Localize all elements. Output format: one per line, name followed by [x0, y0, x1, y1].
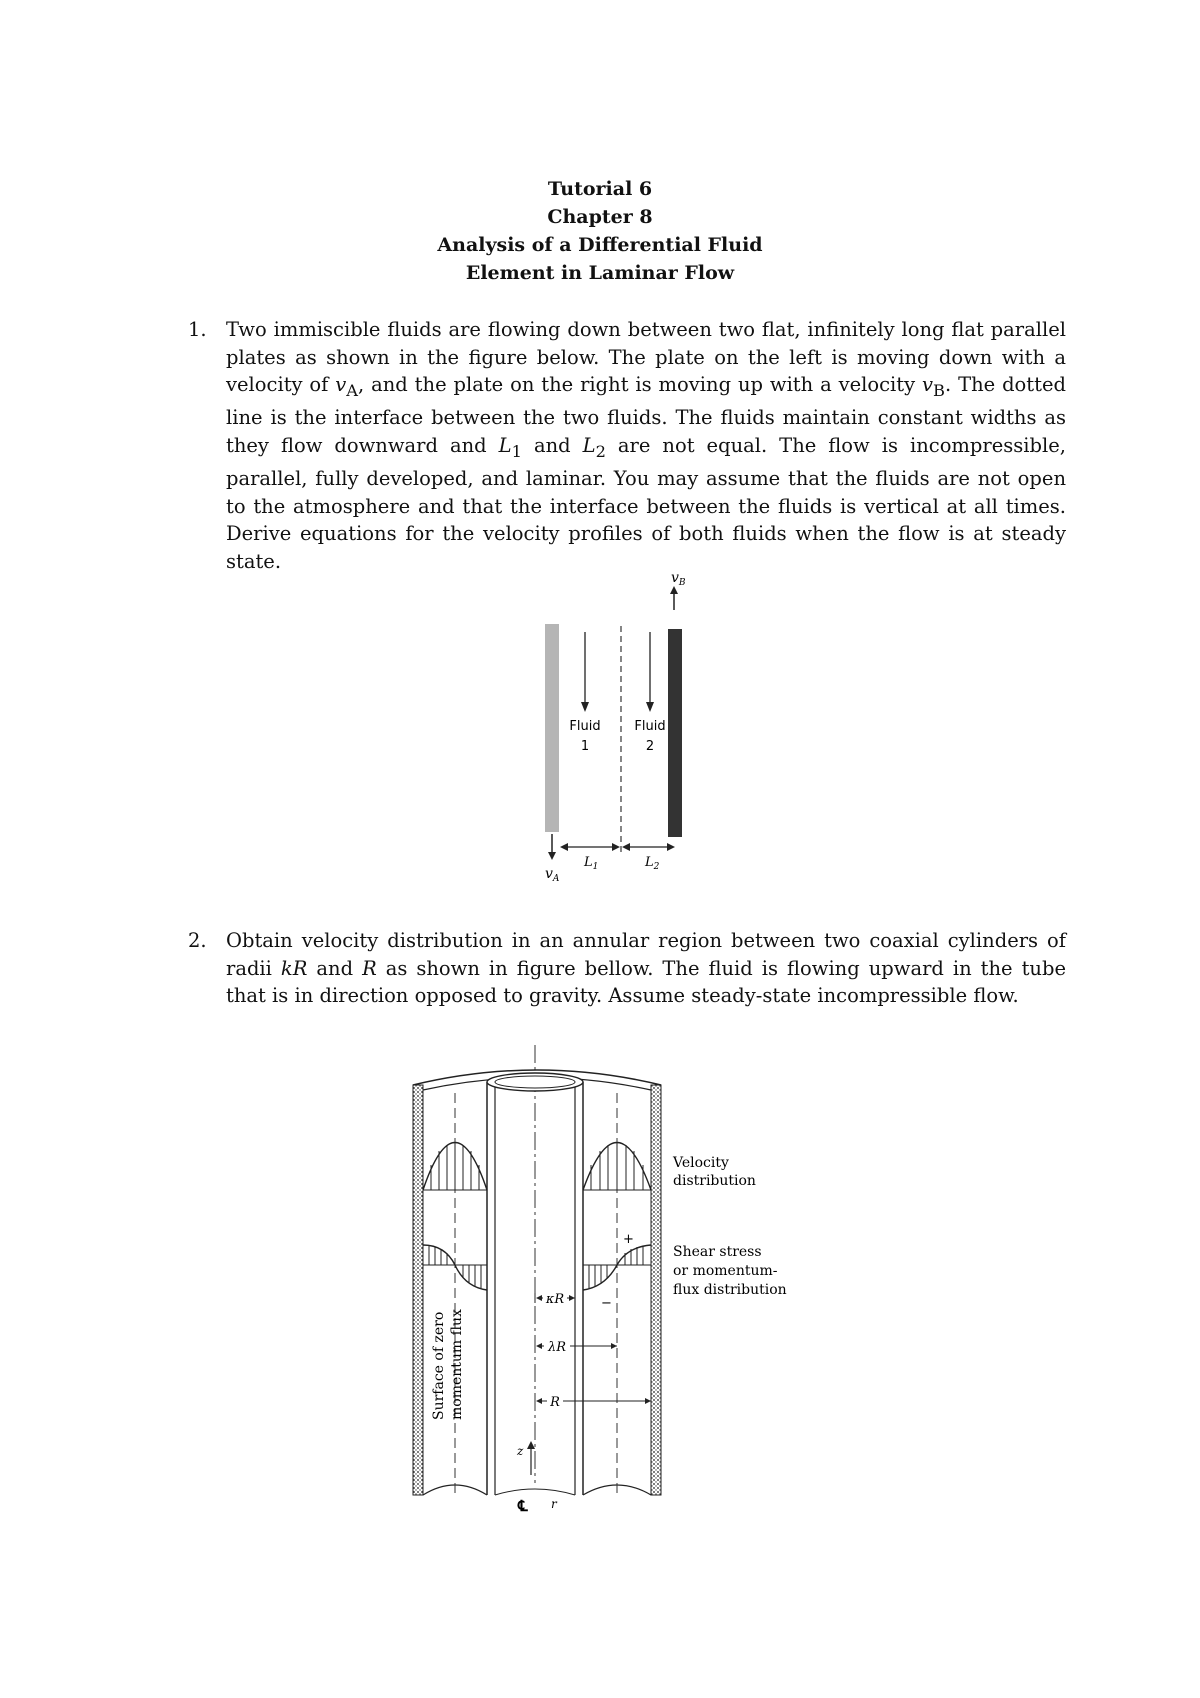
velocity-vectors-left — [431, 1143, 479, 1190]
l1-label: $L_1$ — [584, 855, 599, 872]
fluid-2-label: Fluid — [634, 719, 666, 734]
l1-arrowhead-right — [612, 843, 620, 851]
question-1 — [188, 316, 1066, 575]
velocity-symbol: v — [335, 373, 347, 396]
centerline-symbol: ℄ — [518, 1497, 528, 1515]
bottom-arc-inner — [495, 1489, 575, 1495]
text-segment: and — [307, 956, 363, 980]
minus-sign: − — [601, 1296, 612, 1311]
zero-flux-label-line-2: momentum flux — [449, 1309, 465, 1420]
outer-wall-right — [651, 1085, 661, 1495]
title-line-2: Element in Laminar Flow — [465, 262, 735, 284]
velocity-label-line-2: distribution — [673, 1173, 756, 1189]
l2-arrowhead-right — [667, 843, 675, 851]
velocity-label-line-1: Velocity — [673, 1155, 729, 1171]
question-number: 2. — [188, 929, 207, 952]
parallel-plates-figure — [520, 564, 720, 894]
zero-flux-label-line-1: Surface of zero — [431, 1311, 447, 1420]
text-segment: and — [521, 433, 583, 457]
va-arrowhead — [548, 852, 556, 860]
shear-label-line-2: or momentum- — [673, 1263, 778, 1279]
l2-label: $L_2$ — [645, 855, 660, 872]
kappa-r-label: κR — [545, 1292, 565, 1307]
fluid-1-number: 1 — [580, 739, 590, 754]
outer-radius-symbol: R — [362, 956, 377, 980]
lambda-r-label: λR — [547, 1340, 567, 1355]
question-number: 1. — [188, 318, 207, 341]
velocity-vectors-right — [591, 1143, 643, 1190]
vb-label: $v_B$ — [671, 570, 686, 588]
subscript: 1 — [511, 441, 522, 461]
chapter-number: Chapter 8 — [547, 206, 653, 228]
text-segment: are not equal. The flow is incompressible, parallel, fully developed, and laminar. You may assume that the fluids are not open to the atmosphere and that the interface between the fluids is vertical at all times. Derive equations for the velocity profiles of both fluids when the flow is at steady state. — [226, 433, 1066, 573]
annulus-figure — [405, 1035, 835, 1520]
subscript: 2 — [595, 441, 606, 461]
l2-arrowhead-left — [622, 843, 630, 851]
fluid-1-label: Fluid — [569, 719, 601, 734]
tutorial-number: Tutorial 6 — [547, 178, 653, 200]
text-segment: . The dotted line is the interface between the two fluids. The fluids maintain constant widths as they flow downward and — [226, 373, 1066, 457]
r-axis-label: r — [551, 1497, 557, 1511]
velocity-symbol: v — [922, 373, 934, 396]
length-symbol: L — [582, 433, 596, 457]
title-line-1: Analysis of a Differential Fluid — [437, 234, 763, 256]
z-axis-label: z — [517, 1444, 524, 1458]
right-plate — [668, 629, 682, 837]
text-segment: Obtain velocity distribution in an annular region between two coaxial cylinders of radii — [226, 929, 1066, 980]
text-segment: as shown in figure bellow. The fluid is flowing upward in the tube that is in direction opposed to gravity. Assume steady-state incompressible flow. — [226, 956, 1066, 1007]
fluid-2-arrowhead — [646, 702, 654, 712]
document-header — [0, 175, 1200, 287]
subscript: B — [933, 380, 945, 400]
left-plate — [545, 624, 559, 832]
question-2 — [188, 927, 1066, 1010]
plus-sign: + — [623, 1232, 634, 1247]
fluid-2-number: 2 — [645, 739, 655, 754]
fluid-1-arrowhead — [581, 702, 589, 712]
outer-wall-left — [413, 1085, 423, 1495]
length-symbol: L — [498, 433, 512, 457]
outer-r-label: R — [550, 1395, 560, 1410]
question-text — [226, 927, 1066, 1010]
va-label: $v_A$ — [545, 866, 560, 884]
subscript: A — [346, 380, 359, 400]
vb-arrowhead — [670, 586, 678, 594]
l1-arrowhead-left — [560, 843, 568, 851]
shear-label-line-1: Shear stress — [673, 1244, 762, 1260]
text-segment: , and the plate on the right is moving up with a velocity — [358, 373, 923, 396]
z-axis-arrowhead — [527, 1441, 535, 1449]
question-text — [226, 316, 1066, 575]
shear-label-line-3: flux distribution — [673, 1282, 787, 1298]
inner-radius-symbol: kR — [280, 956, 308, 980]
text-segment: Two immiscible fluids are flowing down between two flat, infinitely long flat parallel plates as shown in the figure below. The plate on the left is moving down with a velocity of — [226, 318, 1066, 396]
